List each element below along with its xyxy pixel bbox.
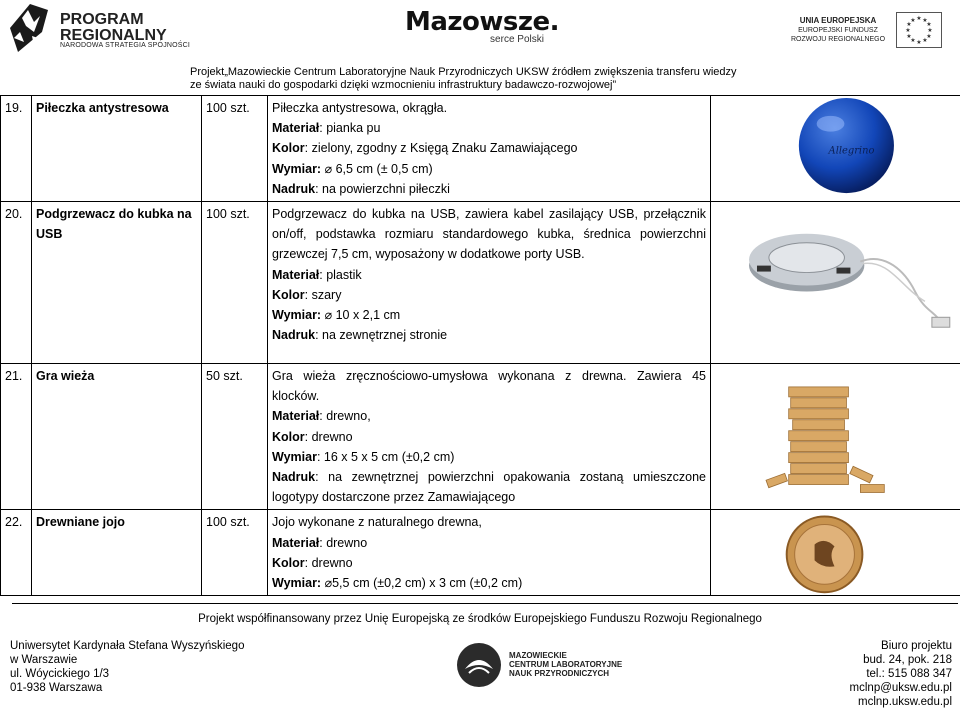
description-text: Piłeczka antystresowa, okrągła. bbox=[272, 98, 706, 118]
description-text: Podgrzewacz do kubka na USB, zawiera kabel zasilający USB, przełącznik on/off, podstawka rozmiaru standardowego kubka, średnica powierzchni grzewczej 7,5 cm, wyposażony w dodatkowe porty USB. bbox=[272, 204, 706, 265]
material-label: Materiał bbox=[272, 536, 319, 550]
material-line bbox=[272, 265, 706, 285]
svg-text:★: ★ bbox=[906, 21, 911, 28]
mclnp-logo bbox=[455, 641, 655, 689]
svg-text:★: ★ bbox=[916, 39, 921, 46]
color-value: : drewno bbox=[305, 556, 353, 570]
color-line bbox=[272, 427, 706, 447]
item-name: Podgrzewacz do kubka na USB bbox=[32, 202, 202, 364]
material-line bbox=[272, 406, 706, 426]
color-line bbox=[272, 285, 706, 305]
mclnp-text bbox=[509, 651, 622, 678]
size-line bbox=[272, 573, 706, 593]
material-line bbox=[272, 533, 706, 553]
mclnp-line: MAZOWIECKIE bbox=[509, 651, 622, 660]
mclnp-line: CENTRUM LABORATORYJNE bbox=[509, 660, 622, 669]
mclnp-line: NAUK PRZYRODNICZYCH bbox=[509, 669, 622, 678]
eu-title: UNIA EUROPEJSKA bbox=[800, 16, 877, 25]
jenga-tower-image bbox=[711, 364, 960, 509]
size-value: ⌀5,5 cm (±0,2 cm) x 3 cm (±0,2 cm) bbox=[321, 576, 522, 590]
color-value: : zielony, zgodny z Księgą Znaku Zamawiającego bbox=[305, 141, 578, 155]
color-value: : drewno bbox=[305, 430, 353, 444]
contact-email[interactable]: mclnp@uksw.edu.pl bbox=[850, 681, 952, 695]
university-address bbox=[10, 639, 244, 695]
table-row bbox=[1, 510, 960, 596]
table-row bbox=[1, 364, 960, 510]
material-label: Materiał bbox=[272, 268, 319, 282]
program-regionalny-emblem-icon bbox=[8, 2, 54, 56]
svg-text:★: ★ bbox=[922, 17, 927, 24]
mazowsze-logo bbox=[386, 8, 578, 52]
color-value: : szary bbox=[305, 288, 342, 302]
footer-divider bbox=[12, 603, 958, 604]
print-label: Nadruk bbox=[272, 328, 315, 342]
product-image-cell bbox=[711, 96, 960, 202]
svg-text:★: ★ bbox=[926, 21, 931, 28]
size-line bbox=[272, 159, 706, 179]
mazowsze-wordmark: Mazowsze. bbox=[386, 8, 578, 36]
size-value: : 16 x 5 x 5 cm (±0,2 cm) bbox=[317, 450, 454, 464]
address-line: w Warszawie bbox=[10, 653, 244, 667]
specification-table bbox=[0, 95, 960, 596]
print-value: : na powierzchni piłeczki bbox=[315, 182, 450, 196]
stress-ball-image bbox=[711, 96, 960, 201]
project-title-line2: ze świata nauki do gospodarki dzięki wzmocnieniu infrastruktury badawczo-rozwojowej” bbox=[190, 79, 780, 92]
material-line bbox=[272, 118, 706, 138]
svg-text:★: ★ bbox=[910, 37, 915, 44]
program-regionalny-logo bbox=[8, 2, 208, 56]
size-label: Wymiar: bbox=[272, 308, 321, 322]
wooden-yoyo-image bbox=[711, 510, 960, 595]
size-line bbox=[272, 447, 706, 467]
print-value: : na zewnętrznej powierzchni opakowania zostaną umieszczone logotypy dostarczone przez Zamawiającego bbox=[272, 470, 706, 504]
cofinanced-note: Projekt współfinansowany przez Unię Europejską ze środków Europejskiego Funduszu Rozwoju Regionalnego bbox=[0, 613, 960, 625]
color-label: Kolor bbox=[272, 141, 305, 155]
size-value: ⌀ 10 x 2,1 cm bbox=[321, 308, 400, 322]
svg-text:★: ★ bbox=[927, 27, 932, 34]
item-name: Gra wieża bbox=[32, 364, 202, 510]
svg-text:★: ★ bbox=[926, 33, 931, 40]
project-title-line1: Projekt„Mazowieckie Centrum Laboratoryjne Nauk Przyrodniczych UKSW źródłem zwiększenia transferu wiedzy bbox=[190, 66, 780, 79]
product-image-cell bbox=[711, 202, 960, 364]
item-quantity: 50 szt. bbox=[202, 364, 268, 510]
size-label: Wymiar: bbox=[272, 576, 321, 590]
contact-line: Biuro projektu bbox=[850, 639, 952, 653]
eu-fund-line1: EUROPEJSKI FUNDUSZ bbox=[798, 27, 878, 34]
contact-line: tel.: 515 088 347 bbox=[850, 667, 952, 681]
color-label: Kolor bbox=[272, 430, 305, 444]
print-value: : na zewnętrznej stronie bbox=[315, 328, 447, 342]
program-title-line2: REGIONALNY bbox=[60, 28, 167, 44]
print-line bbox=[272, 179, 706, 199]
mazowsze-subtitle: serce Polski bbox=[456, 34, 578, 45]
item-quantity: 100 szt. bbox=[202, 96, 268, 202]
print-label: Nadruk bbox=[272, 470, 315, 484]
address-line: ul. Wóycickiego 1/3 bbox=[10, 667, 244, 681]
size-value: ⌀ 6,5 cm (± 0,5 cm) bbox=[321, 162, 433, 176]
address-line: 01-938 Warszawa bbox=[10, 681, 244, 695]
project-title bbox=[190, 66, 780, 92]
svg-text:★: ★ bbox=[922, 37, 927, 44]
print-line bbox=[272, 467, 706, 507]
item-description bbox=[268, 510, 711, 596]
material-label: Materiał bbox=[272, 121, 319, 135]
eu-logo bbox=[782, 12, 942, 48]
material-value: : drewno bbox=[319, 536, 367, 550]
svg-text:★: ★ bbox=[910, 17, 915, 24]
eu-text bbox=[782, 16, 894, 44]
material-label: Materiał bbox=[272, 409, 319, 423]
address-line: Uniwersytet Kardynała Stefana Wyszyńskiego bbox=[10, 639, 244, 653]
color-label: Kolor bbox=[272, 556, 305, 570]
color-label: Kolor bbox=[272, 288, 305, 302]
size-line bbox=[272, 305, 706, 325]
svg-text:★: ★ bbox=[916, 15, 921, 22]
color-line bbox=[272, 553, 706, 573]
contact-website[interactable]: mclnp.uksw.edu.pl bbox=[850, 695, 952, 709]
size-label: Wymiar: bbox=[272, 162, 321, 176]
description-text: Gra wieża zręcznościowo-umysłowa wykonana z drewna. Zawiera 45 klocków. bbox=[272, 366, 706, 406]
color-line bbox=[272, 138, 706, 158]
row-number: 22. bbox=[1, 510, 32, 596]
program-subtitle: NARODOWA STRATEGIA SPÓJNOŚCI bbox=[60, 42, 190, 49]
item-description bbox=[268, 96, 711, 202]
item-quantity: 100 szt. bbox=[202, 510, 268, 596]
material-value: : plastik bbox=[319, 268, 361, 282]
eu-flag-icon bbox=[896, 12, 942, 48]
eu-fund-line2: ROZWOJU REGIONALNEGO bbox=[791, 36, 885, 43]
print-label: Nadruk bbox=[272, 182, 315, 196]
product-image-cell bbox=[711, 364, 960, 510]
svg-text:Allegrino: Allegrino bbox=[828, 145, 875, 156]
item-description bbox=[268, 202, 711, 364]
table-row bbox=[1, 96, 960, 202]
material-value: : drewno, bbox=[319, 409, 370, 423]
print-line bbox=[272, 325, 706, 345]
item-quantity: 100 szt. bbox=[202, 202, 268, 364]
program-title-line1: PROGRAM bbox=[60, 12, 167, 28]
mclnp-emblem-icon bbox=[455, 641, 503, 689]
row-number: 21. bbox=[1, 364, 32, 510]
product-image-cell bbox=[711, 510, 960, 596]
svg-text:★: ★ bbox=[905, 27, 910, 34]
usb-mug-warmer-image bbox=[711, 202, 960, 363]
size-label: Wymiar bbox=[272, 450, 317, 464]
table-row bbox=[1, 202, 960, 364]
item-description bbox=[268, 364, 711, 510]
item-name: Piłeczka antystresowa bbox=[32, 96, 202, 202]
contact-line: bud. 24, pok. 218 bbox=[850, 653, 952, 667]
item-name: Drewniane jojo bbox=[32, 510, 202, 596]
svg-text:★: ★ bbox=[906, 33, 911, 40]
project-office-contact bbox=[850, 639, 952, 709]
row-number: 19. bbox=[1, 96, 32, 202]
material-value: : pianka pu bbox=[319, 121, 380, 135]
description-text: Jojo wykonane z naturalnego drewna, bbox=[272, 512, 706, 532]
program-title bbox=[60, 12, 167, 44]
row-number: 20. bbox=[1, 202, 32, 364]
